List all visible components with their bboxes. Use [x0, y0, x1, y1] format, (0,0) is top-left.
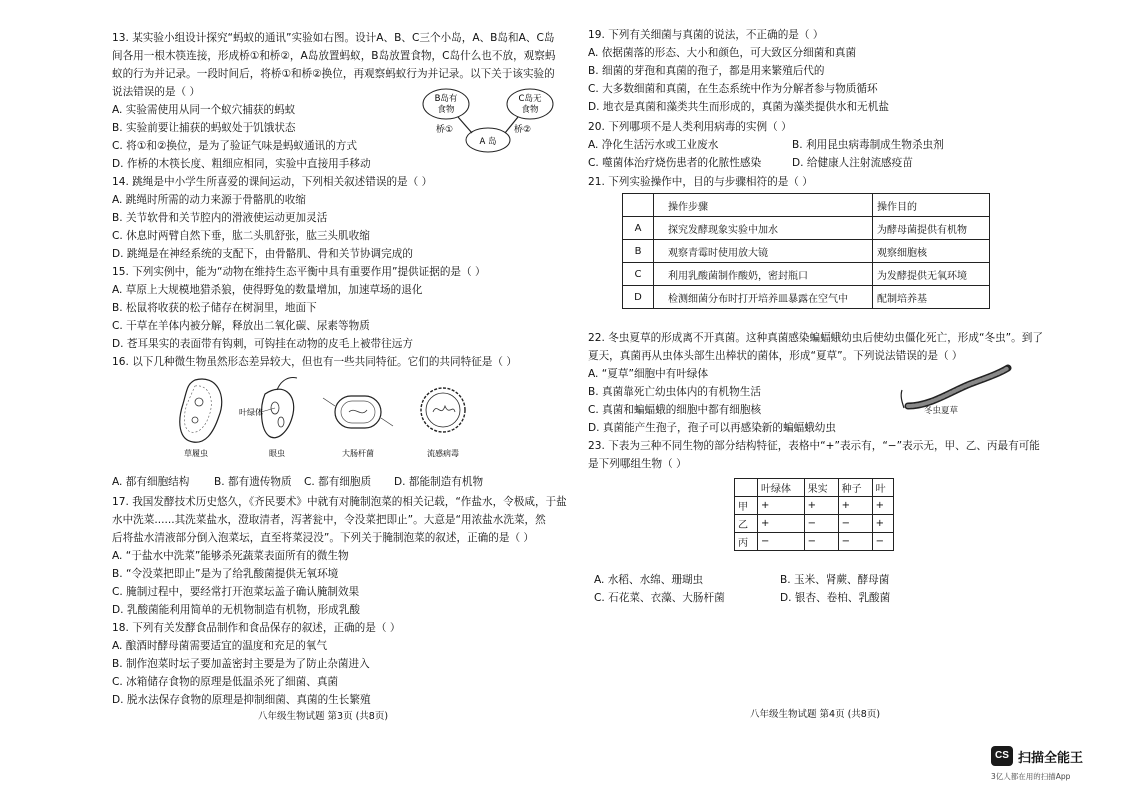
page-4 — [562, 0, 1123, 793]
q18-option-b: B. 制作泡菜时坛子要加盖密封主要是为了防止杂菌进入 — [112, 658, 370, 670]
q20-stem: 20. 下列哪项不是人类利用病毒的实例（ ） — [588, 121, 792, 133]
q20-option-d: D. 给健康人注射流感疫苗 — [792, 157, 913, 169]
q23-option-b: B. 玉米、肾蕨、酵母菌 — [780, 574, 890, 586]
q22-option-d: D. 真菌能产生孢子，孢子可以再感染新的蝙蝠蛾幼虫 — [588, 422, 836, 434]
q21-stem: 21. 下列实验操作中，目的与步骤相符的是（ ） — [588, 176, 813, 188]
q16-option-c: C. 都有细胞质 — [304, 476, 372, 488]
q20-option-a: A. 净化生活污水或工业废水 — [588, 139, 719, 151]
label-influenza: 流感病毒 — [427, 449, 459, 458]
q15-option-a: A. 草原上大规模地猎杀狼，使得野兔的数量增加，加速草场的退化 — [112, 284, 423, 296]
q21-table — [622, 193, 990, 309]
q23-header-blank — [735, 479, 758, 497]
ecoli-drawing — [323, 396, 393, 458]
q23-cell: + — [758, 497, 805, 515]
q22-line-2: 夏天，真菌再从虫体头部生出棒状的菌体，形成“夏草”。下列说法错误的是（ ） — [588, 350, 963, 362]
q20-option-b: B. 利用昆虫病毒制成生物杀虫剂 — [792, 139, 944, 151]
q21-cell-step: 利用乳酸菌制作酸奶，密封瓶口 — [654, 263, 873, 286]
q17-option-a: A. “于盐水中洗菜”能够杀死蔬菜表面所有的微生物 — [112, 550, 349, 562]
q23-cell: − — [872, 533, 893, 551]
q19-option-d: D. 地衣是真菌和藻类共生而形成的，真菌为藻类提供水和无机盐 — [588, 101, 889, 113]
q22-option-b: B. 真菌靠死亡幼虫体内的有机物生活 — [588, 386, 761, 398]
camscanner-watermark — [991, 746, 1109, 786]
q14-option-d: D. 跳绳是在神经系统的支配下，由骨骼肌、骨和关节协调完成的 — [112, 248, 413, 260]
cordyceps-figure — [900, 362, 1020, 422]
q13-line-2: 间各用一根木筷连接，形成桥①和桥②，A岛放置蚂蚁，B岛放置食物，C岛什么也不放，观察蚂 — [112, 50, 556, 62]
q13-line-4: 说法错误的是（ ） — [112, 86, 201, 98]
euglena-drawing — [239, 378, 297, 459]
q23-cell: − — [838, 533, 872, 551]
q23-option-c: C. 石花菜、衣藻、大肠杆菌 — [594, 592, 725, 604]
q23-row-label: 丙 — [735, 533, 758, 551]
table-row — [735, 479, 894, 497]
table-row — [735, 497, 894, 515]
q23-option-d: D. 银杏、卷柏、乳酸菌 — [780, 592, 891, 604]
q21-cell-step: 观察青霉时使用放大镜 — [654, 240, 873, 263]
q23-header-seed: 种子 — [838, 479, 872, 497]
q14-stem: 14. 跳绳是中小学生所喜爱的课间运动，下列相关叙述错误的是（ ） — [112, 176, 433, 188]
q21-cell-purpose: 为酵母菌提供有机物 — [873, 217, 990, 240]
q14-option-c: C. 休息时两臂自然下垂，肱二头肌舒张，肱三头肌收缩 — [112, 230, 370, 242]
q21-header-step: 操作步骤 — [654, 194, 873, 217]
q23-line-1: 23. 下表为三种不同生物的部分结构特征，表格中“+”表示有，“−”表示无，甲、乙、丙最有可能 — [588, 440, 1040, 452]
camscanner-logo-icon: CS — [991, 746, 1013, 766]
q23-cell: + — [758, 515, 805, 533]
q23-header-fruit: 果实 — [804, 479, 838, 497]
fig-c-island-2: 食物 — [521, 105, 539, 115]
q21-row-label: D — [623, 286, 654, 309]
label-chloroplast: 叶绿体 — [239, 408, 263, 417]
q18-option-a: A. 酿酒时酵母菌需要适宜的温度和充足的氧气 — [112, 640, 328, 652]
q17-line-2: 水中洗菜......其洗菜盐水，澄取清者，泻著瓮中，令没菜把即止”。大意是“用浓盐水洗菜，然 — [112, 514, 546, 526]
q13-option-d: D. 作桥的木筷长度、粗细应相同，实验中直接用手移动 — [112, 158, 371, 170]
q23-table — [734, 478, 894, 551]
label-paramecium: 草履虫 — [184, 449, 208, 458]
q23-cell: − — [838, 515, 872, 533]
q15-option-c: C. 干草在羊体内被分解，释放出二氧化碳、尿素等物质 — [112, 320, 370, 332]
q14-option-a: A. 跳绳时所需的动力来源于骨骼肌的收缩 — [112, 194, 306, 206]
q22-option-a: A. “夏草”细胞中有叶绿体 — [588, 368, 709, 380]
q17-line-3: 后将盐水清液部分倒入泡菜坛，直至将菜浸没”。下列关于腌制泡菜的叙述，正确的是（ ） — [112, 532, 535, 544]
table-row — [623, 217, 990, 240]
fig-bridge-1: 桥① — [436, 125, 454, 135]
q23-cell: − — [804, 533, 838, 551]
q19-option-c: C. 大多数细菌和真菌，在生态系统中作为分解者参与物质循环 — [588, 83, 878, 95]
q18-option-c: C. 冰箱储存食物的原理是低温杀死了细菌、真菌 — [112, 676, 339, 688]
q15-option-b: B. 松鼠将收获的松子储存在树洞里，地面下 — [112, 302, 317, 314]
q23-option-a: A. 水稻、水绵、珊瑚虫 — [594, 574, 704, 586]
q18-option-d: D. 脱水法保存食物的原理是抑制细菌、真菌的生长繁殖 — [112, 694, 371, 706]
q13-option-c: C. 将①和②换位，是为了验证气味是蚂蚁通讯的方式 — [112, 140, 357, 152]
q23-cell: − — [804, 515, 838, 533]
q16-option-b: B. 都有遗传物质 — [214, 476, 292, 488]
q17-option-d: D. 乳酸菌能利用简单的无机物制造有机物，形成乳酸 — [112, 604, 360, 616]
q23-cell: + — [838, 497, 872, 515]
q23-line-2: 是下列哪组生物（ ） — [588, 458, 687, 470]
fig-bridge-2: 桥② — [514, 125, 532, 135]
label-ecoli: 大肠杆菌 — [342, 449, 374, 458]
table-row — [623, 286, 990, 309]
q17-option-b: B. “令没菜把即止”是为了给乳酸菌提供无氧环境 — [112, 568, 339, 580]
q21-row-label: C — [623, 263, 654, 286]
q23-cell: + — [804, 497, 838, 515]
q21-row-label: A — [623, 217, 654, 240]
q19-option-a: A. 依据菌落的形态、大小和颜色，可大致区分细菌和真菌 — [588, 47, 857, 59]
q14-option-b: B. 关节软骨和关节腔内的滑液使运动更加灵活 — [112, 212, 328, 224]
table-row — [735, 533, 894, 551]
q13-option-a: A. 实验需使用从同一个蚁穴捕获的蚂蚁 — [112, 104, 296, 116]
table-row — [735, 515, 894, 533]
q22-line-1: 22. 冬虫夏草的形成离不开真菌。这种真菌感染蝙蝠蛾幼虫后使幼虫僵化死亡，形成“冬虫”。到了 — [588, 332, 1043, 344]
q22-option-c: C. 真菌和蝙蝠蛾的细胞中都有细胞核 — [588, 404, 762, 416]
page-3-footer: 八年级生物试题 第3页 (共8页) — [258, 711, 389, 722]
q21-cell-purpose: 观察细胞核 — [873, 240, 990, 263]
q19-option-b: B. 细菌的芽孢和真菌的孢子，都是用来繁殖后代的 — [588, 65, 825, 77]
page-4-footer: 八年级生物试题 第4页 (共8页) — [750, 709, 881, 720]
camscanner-slogan: 3亿人都在用的扫描App — [991, 772, 1071, 781]
q21-row-label: B — [623, 240, 654, 263]
q21-cell-step: 检测细菌分布时打开培养皿暴露在空气中 — [654, 286, 873, 309]
q18-stem: 18. 下列有关发酵食品制作和食品保存的叙述，正确的是（ ） — [112, 622, 401, 634]
q13-option-b: B. 实验前要让捕获的蚂蚁处于饥饿状态 — [112, 122, 296, 134]
cordyceps-label: 冬虫夏草 — [924, 406, 959, 416]
q23-header-chloroplast: 叶绿体 — [758, 479, 805, 497]
microbes-figure — [165, 372, 485, 462]
q21-cell-purpose: 配制培养基 — [873, 286, 990, 309]
paramecium-drawing — [180, 379, 222, 458]
q23-cell: + — [872, 515, 893, 533]
q16-option-a: A. 都有细胞结构 — [112, 476, 190, 488]
fig-a-island: A 岛 — [479, 137, 497, 147]
q23-row-label: 乙 — [735, 515, 758, 533]
influenza-virus-drawing — [421, 388, 465, 458]
ant-island-figure — [410, 84, 570, 156]
q23-cell: + — [872, 497, 893, 515]
q15-stem: 15. 下列实例中，能为“动物在维持生态平衡中具有重要作用”提供证据的是（ ） — [112, 266, 486, 278]
fig-b-island-1: B岛有 — [434, 94, 458, 104]
q21-cell-purpose: 为发酵提供无氧环境 — [873, 263, 990, 286]
table-row — [623, 240, 990, 263]
q16-stem: 16. 以下几种微生物虽然形态差异较大，但也有一些共同特征。它们的共同特征是（ ） — [112, 356, 517, 368]
q16-option-d: D. 都能制造有机物 — [394, 476, 484, 488]
q13-line-1: 13. 某实验小组设计探究“蚂蚁的通讯”实验如右图。设计A、B、C三个小岛，A、B岛和A、C岛 — [112, 32, 555, 44]
q20-option-c: C. 噬菌体治疗烧伤患者的化脓性感染 — [588, 157, 762, 169]
fig-b-island-2: 食物 — [437, 105, 455, 115]
camscanner-name: 扫描全能王 — [1018, 751, 1084, 766]
q13-line-3: 蚁的行为并记录。一段时间后，将桥①和桥②换位，再观察蚂蚁行为并记录。以下关于该实验的 — [112, 68, 555, 80]
fig-c-island-1: C岛无 — [518, 94, 542, 104]
q15-option-d: D. 苍耳果实的表面带有钩刺，可钩挂在动物的皮毛上被带往远方 — [112, 338, 413, 350]
table-row — [623, 263, 990, 286]
q23-header-leaf: 叶 — [872, 479, 893, 497]
table-row — [623, 194, 990, 217]
q21-header-blank — [623, 194, 654, 217]
q17-line-1: 17. 我国发酵技术历史悠久，《齐民要术》中就有对腌制泡菜的相关记载，“作盐水，令极咸，于盐 — [112, 496, 567, 508]
q19-stem: 19. 下列有关细菌与真菌的说法，不正确的是（ ） — [588, 29, 824, 41]
q23-cell: − — [758, 533, 805, 551]
q21-cell-step: 探究发酵现象实验中加水 — [654, 217, 873, 240]
q21-header-purpose: 操作目的 — [873, 194, 990, 217]
label-euglena: 眼虫 — [269, 449, 285, 458]
q17-option-c: C. 腌制过程中，要经常打开泡菜坛盖子确认腌制效果 — [112, 586, 360, 598]
q23-row-label: 甲 — [735, 497, 758, 515]
